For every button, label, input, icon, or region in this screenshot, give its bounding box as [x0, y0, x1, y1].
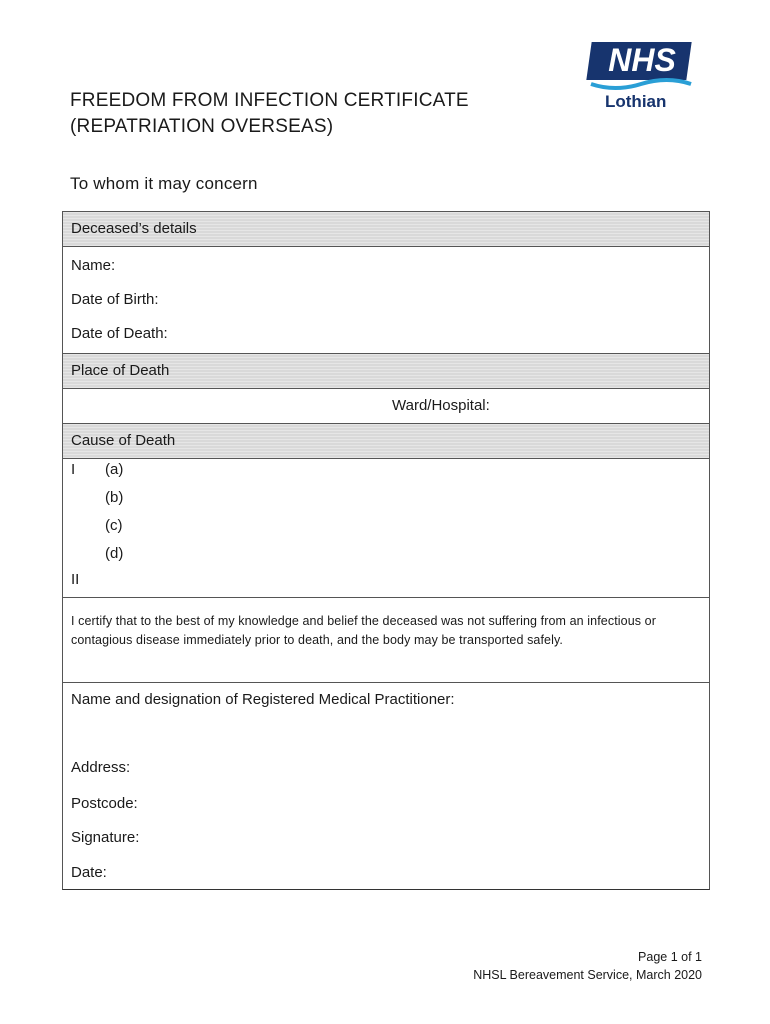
cause-item-b: (b): [105, 489, 124, 506]
name-field[interactable]: Name:: [71, 257, 116, 274]
date-field[interactable]: Date:: [71, 864, 107, 881]
address-field[interactable]: Address:: [71, 759, 131, 776]
cause-part-2-label: II: [71, 571, 80, 588]
deceased-details-section: [63, 247, 709, 354]
nhs-lothian-logo: [585, 40, 700, 120]
deceased-details-heading: Deceased’s details: [63, 212, 709, 247]
ward-hospital-field[interactable]: Ward/Hospital:: [63, 389, 709, 424]
greeting: To whom it may concern: [70, 174, 258, 193]
certificate-form: [62, 211, 710, 890]
cause-item-d: (d): [105, 545, 124, 562]
practitioner-name-field[interactable]: Name and designation of Registered Medical Practitioner:: [71, 691, 455, 708]
document-title: [70, 88, 469, 140]
cause-item-c: (c): [105, 517, 123, 534]
place-of-death-heading: Place of Death: [63, 354, 709, 389]
nhs-logo-text: NHS: [608, 42, 676, 78]
cause-of-death-section[interactable]: [63, 459, 709, 598]
title-line-1: FREEDOM FROM INFECTION CERTIFICATE: [70, 90, 469, 111]
postcode-field[interactable]: Postcode:: [71, 795, 138, 812]
practitioner-section: [63, 683, 709, 889]
logo-region-text: Lothian: [605, 92, 667, 111]
date-of-death-field[interactable]: Date of Death:: [71, 325, 168, 342]
cause-item-a: (a): [105, 461, 124, 478]
page-footer: [473, 948, 702, 984]
cause-part-1-label: I: [71, 461, 76, 478]
cause-of-death-heading: Cause of Death: [63, 424, 709, 459]
certification-statement: I certify that to the best of my knowledge and belief the deceased was not suffering from an infectious or contagious disease immediately prior to death, and the body may be transported safely.: [63, 598, 709, 683]
title-line-2: (REPATRIATION OVERSEAS): [70, 116, 334, 137]
service-footer: NHSL Bereavement Service, March 2020: [473, 968, 702, 982]
page-number: Page 1 of 1: [638, 950, 702, 964]
date-of-birth-field[interactable]: Date of Birth:: [71, 291, 159, 308]
signature-field[interactable]: Signature:: [71, 829, 140, 846]
